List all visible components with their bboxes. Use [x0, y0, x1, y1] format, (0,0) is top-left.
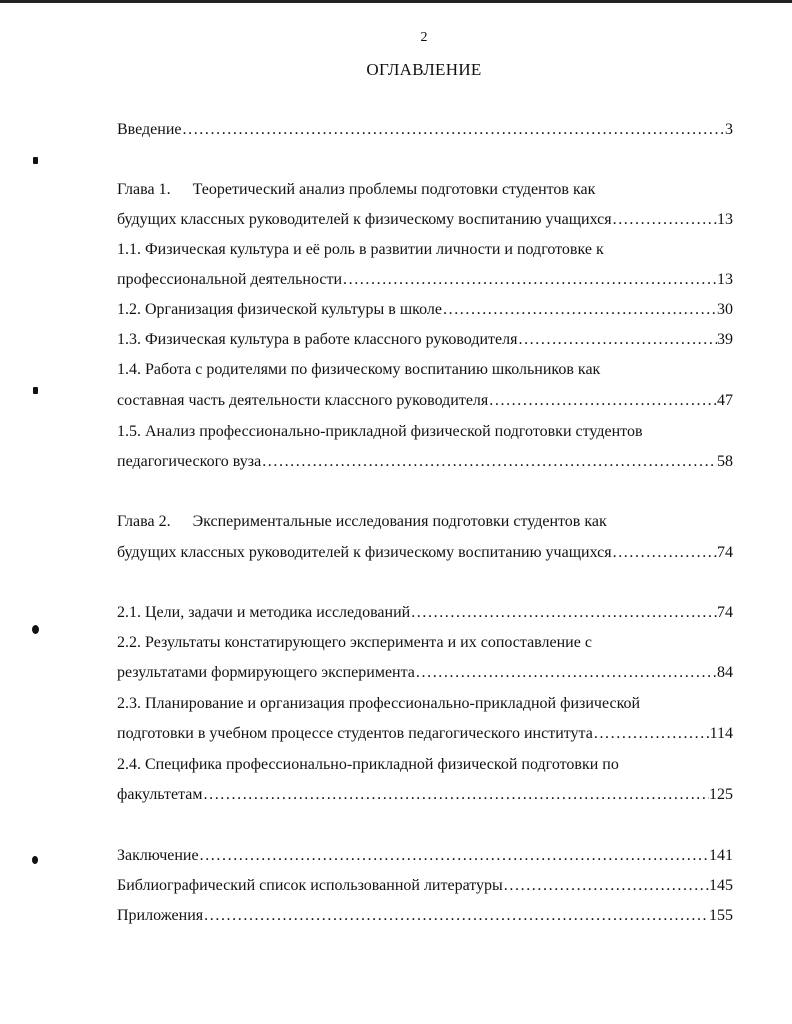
toc-entry-1-2	[117, 300, 733, 320]
leader-dots	[593, 724, 710, 744]
toc-entry-2-2-cont	[117, 663, 733, 683]
toc-text: 1.4. Работа с родителями по физическому воспитанию школьников как	[117, 361, 601, 378]
toc-text: факультетам	[117, 786, 203, 803]
toc-text: результатами формирующего эксперимента	[117, 664, 415, 681]
leader-dots	[442, 300, 717, 320]
toc-text: Приложения	[117, 907, 204, 924]
leader-dots	[612, 543, 717, 563]
toc-page: 13	[717, 211, 733, 228]
leader-dots	[203, 906, 709, 926]
toc-entry-1-5-cont	[117, 452, 733, 472]
toc-text: педагогического вуза	[117, 453, 262, 470]
leader-dots	[182, 120, 726, 140]
toc-entry-1-5	[117, 422, 733, 442]
binding-hole-mark	[32, 625, 39, 634]
binding-hole-mark	[33, 387, 38, 394]
toc-entry-2-4-cont	[117, 785, 733, 805]
toc-page: 125	[709, 786, 733, 803]
toc-entry-chapter-1	[117, 180, 733, 200]
toc-page: 141	[709, 847, 733, 864]
toc-text: 2.1. Цели, задачи и методика исследований	[117, 604, 411, 621]
toc-entry-intro	[117, 120, 733, 140]
toc-page: 145	[709, 877, 733, 894]
leader-dots	[503, 876, 709, 896]
leader-dots	[342, 270, 717, 290]
toc-entry-2-3-cont	[117, 724, 733, 744]
toc-entry-1-3	[117, 330, 733, 350]
page-number: 2	[420, 30, 428, 45]
toc-text: Библиографический список использованной литературы	[117, 877, 503, 894]
toc-text: подготовки в учебном процессе студентов педагогического института	[117, 725, 593, 742]
toc-text: 1.3. Физическая культура в работе классного руководителя	[117, 331, 518, 348]
toc-text: будущих классных руководителей к физическому воспитанию учащихся	[117, 211, 612, 228]
toc-text: Введение	[117, 121, 182, 138]
toc-text: 2.4. Специфика профессионально-прикладной физической подготовки по	[117, 756, 619, 773]
toc-page: 39	[717, 331, 733, 348]
leader-dots	[612, 210, 717, 230]
binding-hole-mark	[32, 856, 38, 864]
toc-text: 1.1. Физическая культура и её роль в развитии личности и подготовке к	[117, 241, 604, 258]
leader-dots	[261, 452, 717, 472]
toc-entry-1-4	[117, 360, 733, 380]
chapter-label: Глава 2.	[117, 513, 171, 530]
toc-text: 2.3. Планирование и организация профессионально-прикладной физической	[117, 695, 641, 712]
toc-text: профессиональной деятельности	[117, 271, 342, 288]
binding-hole-mark	[33, 157, 38, 164]
toc-page: 58	[717, 453, 733, 470]
toc-text: Заключение	[117, 847, 199, 864]
toc-entry-chapter-1-cont	[117, 210, 733, 230]
toc-entry-appendix	[117, 906, 733, 926]
toc-text: 1.5. Анализ профессионально-прикладной физической подготовки студентов	[117, 423, 643, 440]
toc-entry-conclusion	[117, 846, 733, 866]
toc-page: 30	[717, 301, 733, 318]
toc-text: 2.2. Результаты констатирующего эксперимента и их сопоставление с	[117, 634, 592, 651]
toc-page: 47	[717, 392, 733, 409]
leader-dots	[488, 391, 717, 411]
toc-page: 74	[717, 604, 733, 621]
toc-text: Теоретический анализ проблемы подготовки студентов как	[192, 181, 596, 198]
toc-entry-1-1	[117, 240, 733, 260]
leader-dots	[199, 846, 709, 866]
toc-page: 74	[717, 544, 733, 561]
leader-dots	[410, 603, 717, 623]
toc-entry-1-4-cont	[117, 391, 733, 411]
leader-dots	[415, 663, 717, 683]
page-title: ОГЛАВЛЕНИЕ	[366, 60, 482, 79]
toc-entry-chapter-2	[117, 512, 733, 532]
toc-entry-bibliography	[117, 876, 733, 896]
toc-entry-2-2	[117, 633, 733, 653]
leader-dots	[203, 785, 710, 805]
toc-entry-2-3	[117, 694, 733, 714]
toc-entry-chapter-2-cont	[117, 543, 733, 563]
toc-page: 13	[717, 271, 733, 288]
toc-text: будущих классных руководителей к физическому воспитанию учащихся	[117, 544, 612, 561]
toc-page: 3	[725, 121, 733, 138]
toc-entry-2-4	[117, 755, 733, 775]
leader-dots	[517, 330, 717, 350]
toc-page: 155	[709, 907, 733, 924]
toc-text: составная часть деятельности классного руководителя	[117, 392, 489, 409]
toc-text: Экспериментальные исследования подготовки студентов как	[192, 513, 607, 530]
toc-entry-2-1	[117, 603, 733, 623]
toc-text: 1.2. Организация физической культуры в школе	[117, 301, 442, 318]
chapter-label: Глава 1.	[117, 181, 171, 198]
toc-page: 84	[717, 664, 733, 681]
toc-page: 114	[709, 725, 733, 742]
toc-entry-1-1-cont	[117, 270, 733, 290]
scan-top-border	[0, 0, 792, 3]
